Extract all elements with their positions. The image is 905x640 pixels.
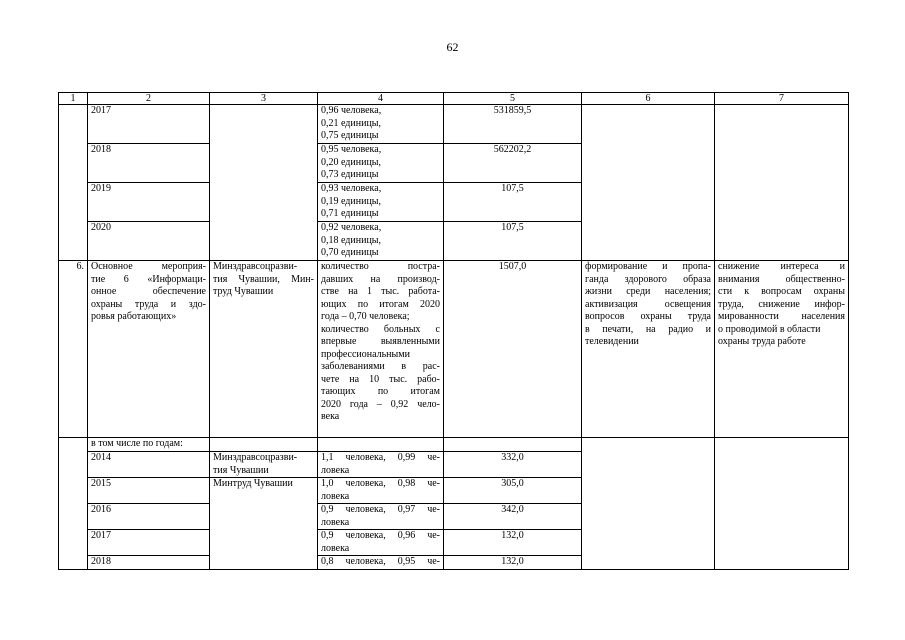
empty-cell [582,438,715,570]
column-number: 7 [715,93,849,105]
indicator-cell: 0,96 человека, 0,21 единицы, 0,75 единицы [318,105,444,144]
year-cell: 2016 [88,504,210,530]
measure-name-cell: Основное мероприя- тие 6 «Информаци- онное обеспечение охраны труда и здо- ровья работающих» [88,261,210,438]
column-number: 3 [210,93,318,105]
program-table [58,92,849,570]
year-cell: 2018 [88,144,210,183]
amount-cell: 531859,5 [444,105,582,144]
empty-cell [59,438,88,570]
amount-cell: 1507,0 [444,261,582,438]
indicator-cell: 0,9 человека, 0,96 че- ловека [318,530,444,556]
empty-cell [444,438,582,452]
measure-row [59,261,849,438]
indicator-cell: 0,93 человека, 0,19 единицы, 0,71 единицы [318,183,444,222]
year-cell: 2018 [88,556,210,570]
amount-cell: 107,5 [444,222,582,261]
empty-cell [318,438,444,452]
executor-cell: Минздравсоцразви- тия Чувашии, Мин- труд Чувашии [210,261,318,438]
page-number: 62 [446,40,459,54]
indicator-cell: 0,8 человека, 0,95 че- [318,556,444,570]
empty-cell [210,105,318,261]
empty-cell [715,105,849,261]
year-cell: 2015 [88,478,210,504]
executor-cell: Минтруд Чувашии [210,478,318,570]
column-number: 4 [318,93,444,105]
indicator-cell: 0,92 человека, 0,18 единицы, 0,70 единицы [318,222,444,261]
risk-cell: снижение интереса и внимания общественно- сти к вопросам охраны труда, снижение инфор- мированности населения о проводимой в области охраны труда работе [715,261,849,438]
amount-cell: 132,0 [444,556,582,570]
table-row [59,105,849,144]
by-years-label: в том числе по годам: [88,438,210,452]
year-cell: 2017 [88,105,210,144]
amount-cell: 132,0 [444,530,582,556]
empty-cell [582,105,715,261]
year-cell: 2019 [88,183,210,222]
empty-cell [59,105,88,261]
executor-cell: Минздравсоцразви- тия Чувашии [210,452,318,478]
amount-cell: 332,0 [444,452,582,478]
measure-number: 6. [59,261,88,438]
amount-cell: 107,5 [444,183,582,222]
amount-cell: 562202,2 [444,144,582,183]
indicator-cell: 0,95 человека, 0,20 единицы, 0,73 единицы [318,144,444,183]
empty-cell [210,438,318,452]
expected-result-cell: формирование и пропа- ганда здорового образа жизни среди населения; активизация освещения вопросов охраны труда в печати, на радио и телевидении [582,261,715,438]
indicator-cell: 1,0 человека, 0,98 че- ловека [318,478,444,504]
table-row [59,438,849,452]
year-cell: 2017 [88,530,210,556]
amount-cell: 342,0 [444,504,582,530]
indicator-cell: 1,1 человека, 0,99 че- ловека [318,452,444,478]
empty-cell [715,438,849,570]
indicator-cell: количество постра- давших на производ- стве на 1 тыс. работа- ющих по итогам 2020 года – 0,70 человека; количество больных с впервые выявленными профессиональными заболеваниями в рас- чете на 10 тыс. рабо- тающих по итогам 2020 года – 0,92 чело- века [318,261,444,438]
amount-cell: 305,0 [444,478,582,504]
column-number: 6 [582,93,715,105]
column-number-row [59,93,849,105]
year-cell: 2020 [88,222,210,261]
column-number: 2 [88,93,210,105]
column-number: 1 [59,93,88,105]
year-cell: 2014 [88,452,210,478]
indicator-cell: 0,9 человека, 0,97 че- ловека [318,504,444,530]
column-number: 5 [444,93,582,105]
